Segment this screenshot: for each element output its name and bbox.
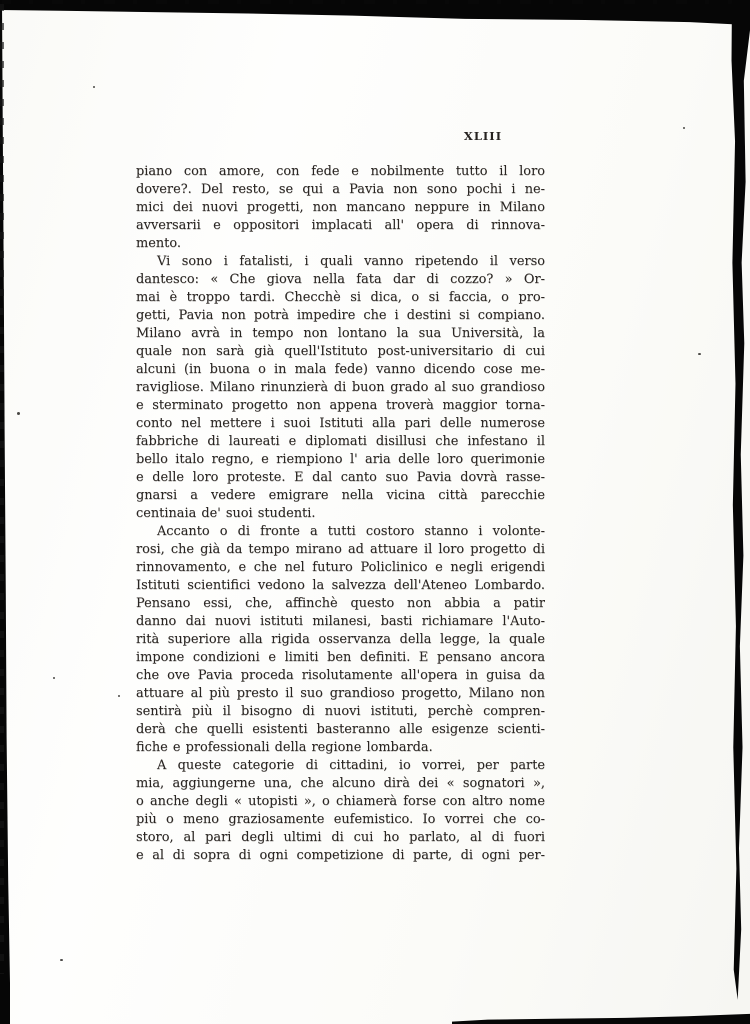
ink-speck [93, 86, 95, 88]
text-line: alcuni (in buona o in mala fede) vanno dicendo cose me- [136, 362, 545, 377]
ink-speck [118, 695, 120, 697]
paragraph [136, 253, 545, 523]
text-line: dovere?. Del resto, se qui a Pavia non sono pochi i ne- [136, 182, 545, 197]
ink-speck [53, 677, 55, 679]
text-line: o anche degli « utopisti », o chiamerà forse con altro nome [136, 794, 545, 809]
text-line: ravigliose. Milano rinunzierà di buon grado al suo grandioso [136, 380, 545, 395]
text-line: centinaia de' suoi studenti. [136, 506, 316, 521]
text-line: che ove Pavia proceda risolutamente all'opera in guisa da [136, 668, 545, 683]
text-line: e sterminato progetto non appena troverà maggior torna- [136, 398, 545, 413]
text-line: gnarsi a vedere emigrare nella vicina città parecchie [136, 488, 545, 503]
text-line: e al di sopra di ogni competizione di parte, di ogni per- [136, 848, 545, 863]
text-line: rità superiore alla rigida osservanza della legge, la quale [136, 632, 545, 647]
text-line: sentirà più il bisogno di nuovi istituti, perchè compren- [136, 704, 545, 719]
text-line: impone condizioni e limiti ben definiti. E pensano ancora [136, 650, 545, 665]
ink-speck [683, 127, 685, 129]
text-line: fiche e professionali della regione lombarda. [136, 740, 433, 755]
text-line: e delle loro proteste. E dal canto suo Pavia dovrà rasse- [136, 470, 545, 485]
text-line: rosi, che già da tempo mirano ad attuare il loro progetto di [136, 542, 545, 557]
page-number: XLIII [463, 129, 503, 143]
paragraph [136, 523, 545, 757]
ink-speck [60, 959, 63, 961]
text-line: rinnovamento, e che nel futuro Policlinico e negli erigendi [136, 560, 545, 575]
text-line: mici dei nuovi progetti, non mancano neppure in Milano [136, 200, 545, 215]
text-line: dantesco: « Che giova nella fata dar di cozzo? » Or- [136, 272, 545, 287]
text-line: piano con amore, con fede e nobilmente tutto il loro [136, 164, 545, 179]
text-line: Pensano essi, che, affinchè questo non abbia a patir [136, 596, 545, 611]
text-line: mento. [136, 236, 181, 251]
text-line: fabbriche di laureati e diplomati disillusi che infestano il [136, 434, 545, 449]
scan-edge-right-strip [728, 0, 750, 1010]
paragraph [136, 757, 545, 865]
text-line: conto nel mettere i suoi Istituti alla pari delle numerose [136, 416, 545, 431]
text-line: Vi sono i fatalisti, i quali vanno ripetendo il verso [157, 254, 545, 269]
text-line: bello italo regno, e riempiono l' aria delle loro querimonie [136, 452, 545, 467]
scan-edge-bottom-bar [452, 1013, 750, 1024]
text-line: danno dai nuovi istituti milanesi, basti richiamare l'Auto- [136, 614, 545, 629]
text-line: quale non sarà già quell'Istituto post-universitario di cui [136, 344, 545, 359]
text-line: più o meno graziosamente eufemistico. Io vorrei che co- [136, 812, 545, 827]
paragraph [136, 163, 545, 253]
text-line: storo, al pari degli ultimi di cui ho parlato, al di fuori [136, 830, 545, 845]
ink-speck [17, 412, 20, 415]
text-line: Accanto o di fronte a tutti costoro stanno i volonte- [157, 524, 545, 539]
text-line: A queste categorie di cittadini, io vorrei, per parte [157, 758, 545, 773]
text-line: Istituti scientifici vedono la salvezza dell'Ateneo Lombardo. [136, 578, 545, 593]
text-line: derà che quelli esistenti basteranno alle esigenze scienti- [136, 722, 545, 737]
scan-edge-top-fray [0, 0, 744, 4]
ink-speck [698, 353, 701, 355]
text-line: getti, Pavia non potrà impedire che i destini si compiano. [136, 308, 545, 323]
text-block [136, 163, 545, 865]
page-edge-dashed-line [0, 4, 4, 974]
text-line: mia, aggiungerne una, che alcuno dirà dei « sognatori », [136, 776, 545, 791]
scan-edge-top-bar [0, 0, 750, 27]
text-line: attuare al più presto il suo grandioso progetto, Milano non [136, 686, 545, 701]
text-line: Milano avrà in tempo non lontano la sua Università, la [136, 326, 545, 341]
text-line: avversarii e oppositori implacati all' opera di rinnova- [136, 218, 545, 233]
text-line: mai è troppo tardi. Checchè si dica, o si faccia, o pro- [136, 290, 545, 305]
